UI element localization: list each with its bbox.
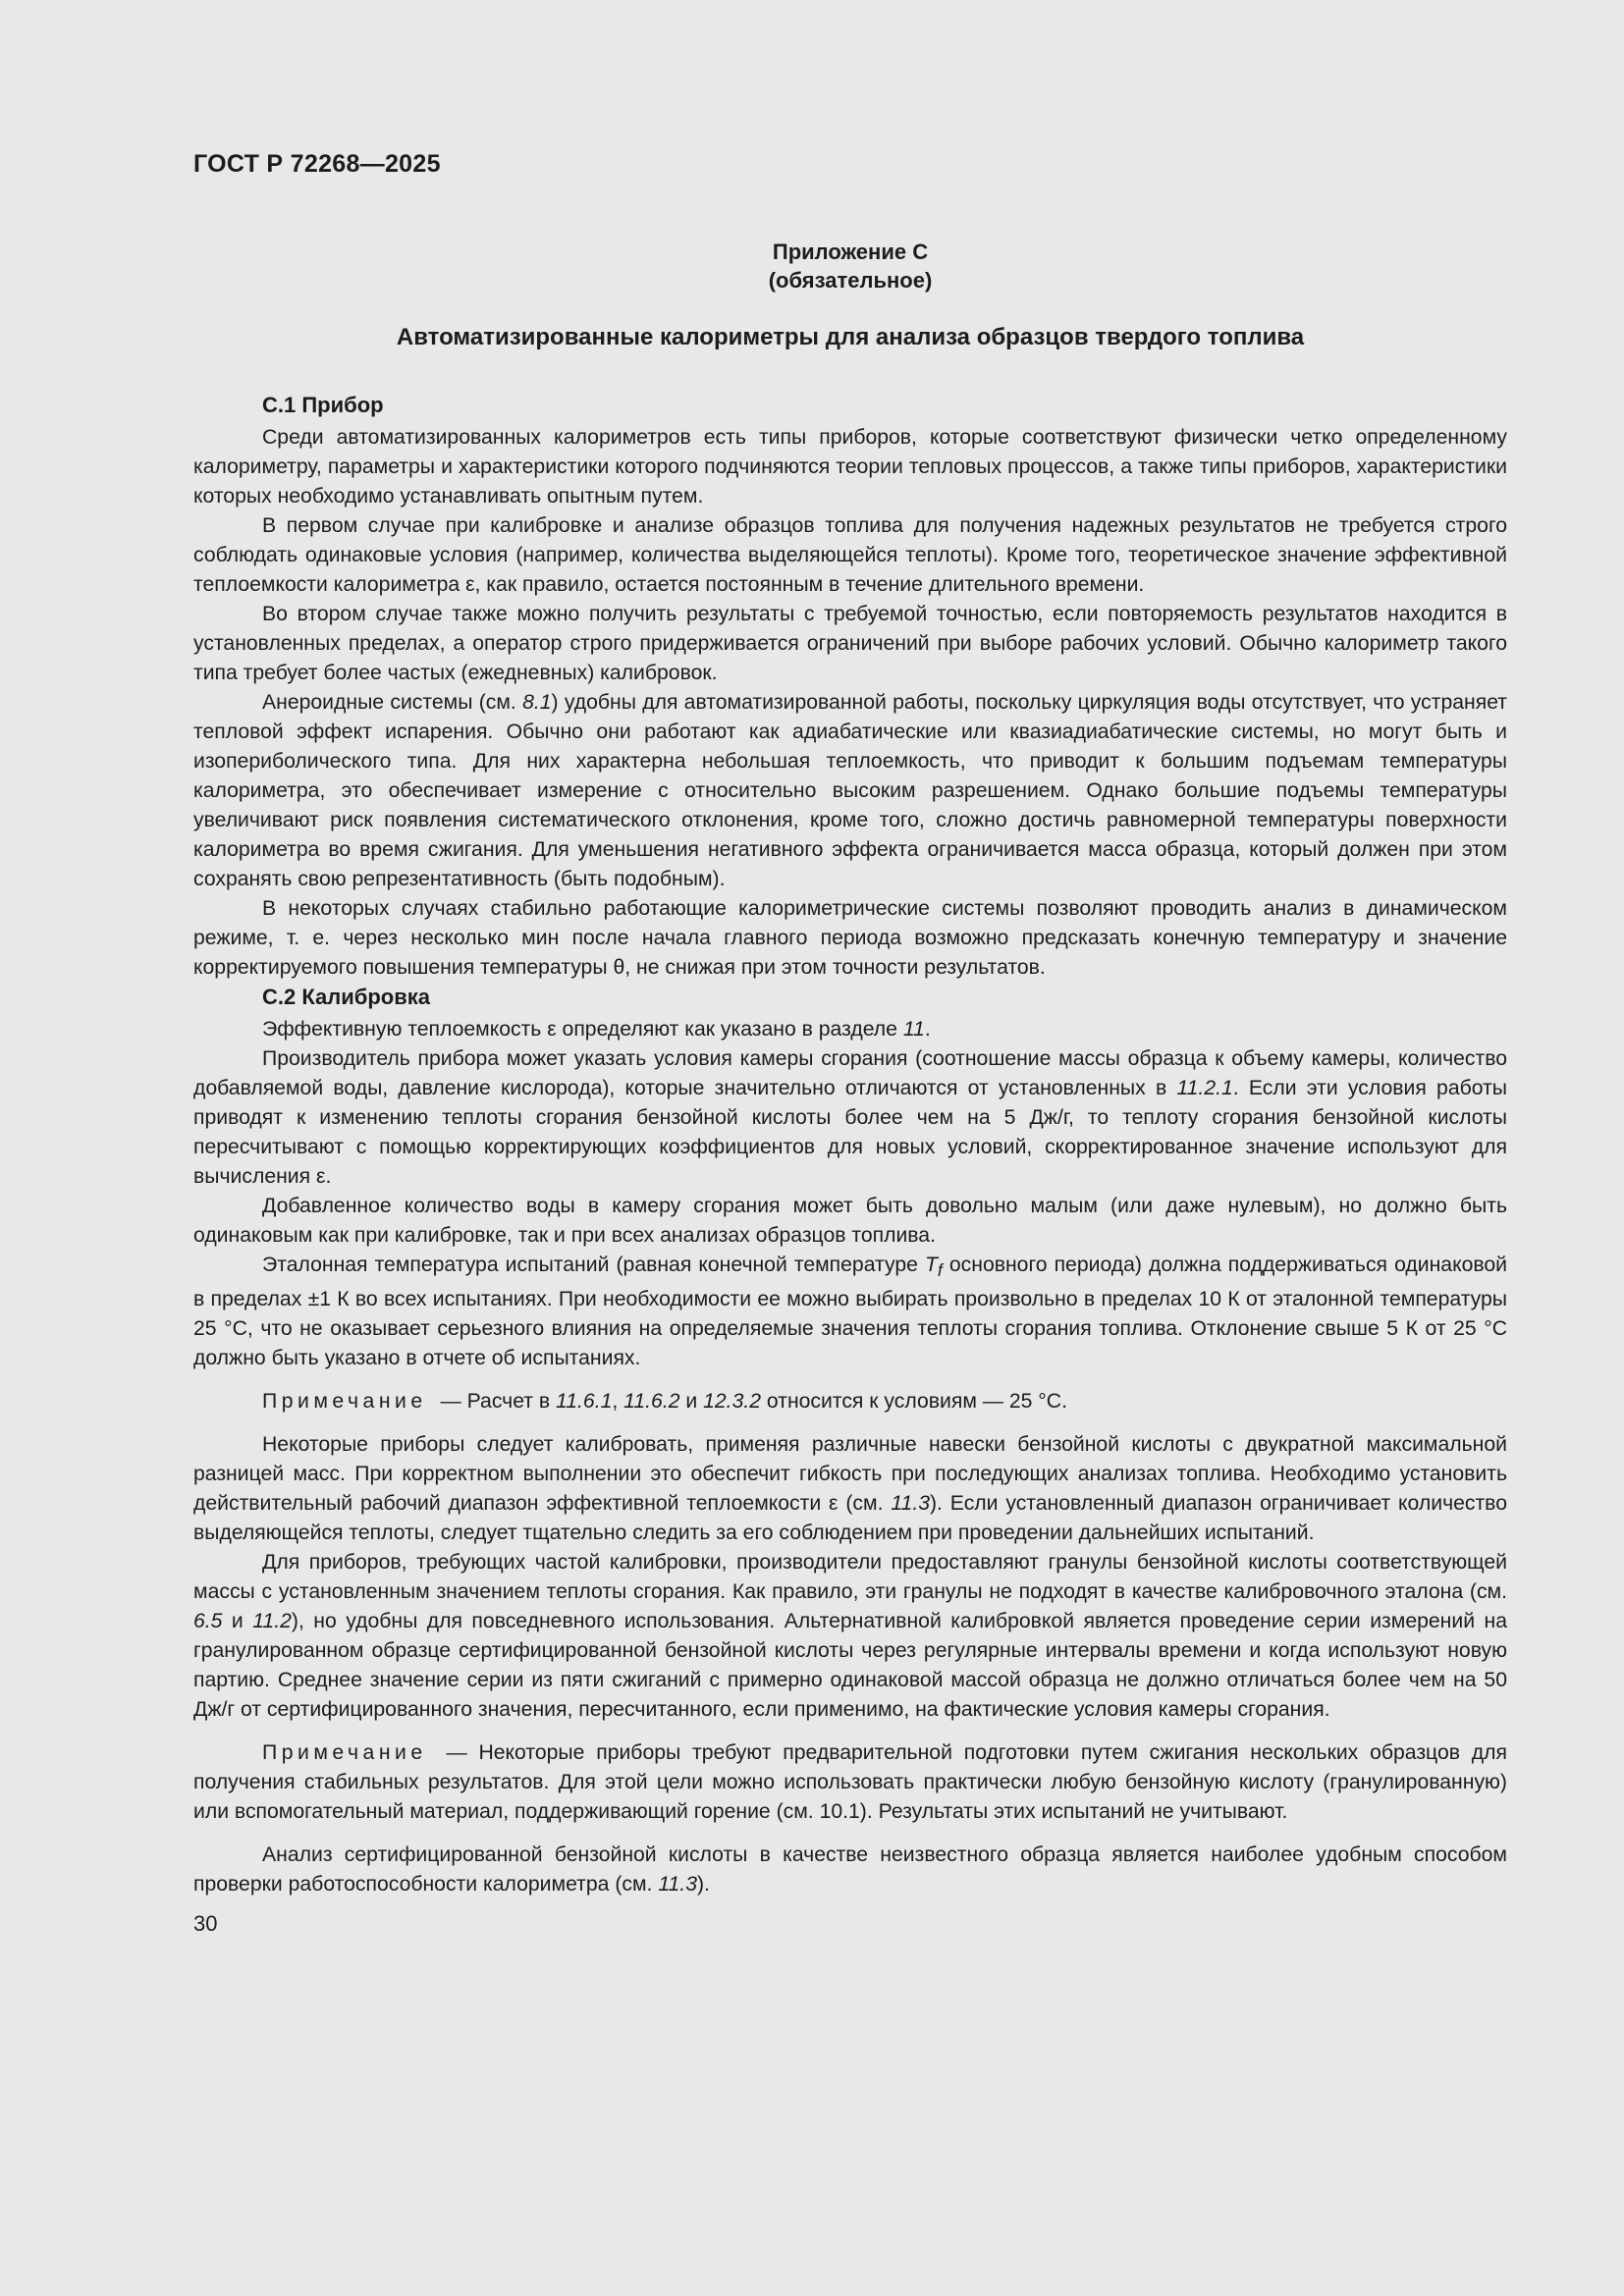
- text-run: Эффективную теплоемкость ε определяют как указано в разделе: [262, 1018, 903, 1041]
- text-run: Эталонная температура испытаний (равная конечной температуре: [262, 1254, 925, 1276]
- paragraph: Среди автоматизированных калориметров есть типы приборов, которые соответствуют физически четко определенному калориметру, параметры и характеристики которого подчиняются теории тепловых процессов, а также типы приборов, характеристики которых необходимо устанавливать опытным путем.: [193, 426, 1507, 507]
- appendix-status: (обязательное): [768, 268, 933, 293]
- document-page: [193, 147, 1507, 1939]
- section-heading-c2: С.2 Калибровка: [262, 985, 431, 1009]
- text-run: Производитель прибора может указать условия камеры сгорания (соотношение массы образца к объему камеры, количество добавляемой воды, давление кислорода), которые значительно отличаются от установленных в: [193, 1047, 1507, 1099]
- paragraph: [193, 1430, 1507, 1548]
- temperature-subscript: f: [937, 1260, 943, 1281]
- clause-reference: 11.2.1: [1176, 1077, 1233, 1099]
- paragraph: Во втором случае также можно получить результаты с требуемой точностью, если повторяемость результатов находится в установленных пределах, а оператор строго придерживается ограничений при выборе рабочих условий. Обычно калориметр такого типа требует более частых (ежедневных) калибровок.: [193, 603, 1507, 684]
- clause-reference: 11.2: [252, 1610, 292, 1633]
- paragraph: [193, 1548, 1507, 1725]
- standard-designation: ГОСТ Р 72268—2025: [193, 150, 441, 178]
- note-label: Примечание: [262, 1390, 427, 1414]
- text-run: Некоторые приборы следует калибровать, применяя различные навески бензойной кислоты с двукратной максимальной разницей масс. При корректном выполнении это обеспечит гибкость при последующих анализах топлива. Необходимо установить действительный рабочий диапазон эффективной теплоемкости ε (см.: [193, 1433, 1507, 1516]
- text-run: — Расчет в: [434, 1390, 557, 1414]
- note-label: Примечание: [262, 1741, 427, 1765]
- appendix-label: Приложение С: [772, 240, 929, 264]
- paragraph: [193, 1841, 1507, 1899]
- paragraph: В первом случае при калибровке и анализе образцов топлива для получения надежных результатов не требуется строго соблюдать одинаковые условия (например, количества выделяющейся теплоты). Кроме того, теоретическое значение эффективной теплоемкости калориметра ε, как правило, остается постоянным в течение длительного времени.: [193, 514, 1507, 596]
- text-run: ).: [696, 1873, 710, 1896]
- note: [193, 1387, 1507, 1416]
- paragraph: [193, 1251, 1507, 1373]
- text-run: основного периода) должна поддерживаться одинаковой в пределах ±1 К во всех испытаниях. При необходимости ее можно выбирать произвольно в пределах 10 К от эталонной температуры 25 °С, что не оказывает серьезного влияния на определяемые значения теплоты сгорания топлива. Отклонение свыше 5 К от 25 °С должно быть указано в отчете об испытаниях.: [193, 1254, 1507, 1370]
- text-run: ,: [612, 1390, 624, 1414]
- clause-reference: 11.6.2: [623, 1390, 680, 1414]
- paragraph: В некоторых случаях стабильно работающие калориметрические системы позволяют проводить анализ в динамическом режиме, т. е. через несколько мин после начала главного периода возможно предсказать конечную температуру и значение корректируемого повышения температуры θ, не снижая при этом точности результатов.: [193, 897, 1507, 979]
- clause-reference: 12.3.2: [703, 1390, 762, 1414]
- text-run: ), но удобны для повседневного использования. Альтернативной калибровкой является проведение серии измерений на гранулированном образце сертифицированной бензойной кислоты через регулярные интервалы времени и когда используют новую партию. Среднее значение серии из пяти сжиганий с примерно одинаковой массой образца не должно отличаться более чем на 50 Дж/г от сертифицированного значения, пересчитанного, если применимо, на фактические условия камеры сгорания.: [193, 1610, 1507, 1722]
- text-run: и: [679, 1390, 704, 1414]
- section-heading-c1: С.1 Прибор: [262, 393, 384, 417]
- clause-reference: 11.3: [658, 1873, 697, 1896]
- text-run: . Если эти условия работы приводят к изменению теплоты сгорания бензойной кислоты более чем на 5 Дж/г, то теплоту сгорания бензойной кислоты пересчитывают с помощью корректирующих коэффициентов для новых условий, скорректированное значение используют для вычисления ε.: [193, 1077, 1507, 1188]
- page-number: 30: [193, 1911, 218, 1937]
- text-run: ). Если установленный диапазон ограничивает количество выделяющейся теплоты, следует тщательно следить за его соблюдением при проведении дальнейших испытаний.: [193, 1492, 1507, 1545]
- clause-reference: 8.1: [522, 691, 552, 714]
- text-run: Для приборов, требующих частой калибровки, производители предоставляют гранулы бензойной кислоты соответствующей массы с установленным значением теплоты сгорания. Как правило, эти гранулы не подходят в качестве калибровочного эталона (см.: [193, 1551, 1507, 1604]
- paragraph: [193, 688, 1507, 894]
- temperature-symbol: T: [924, 1254, 938, 1276]
- clause-reference: 11.6.1: [556, 1390, 613, 1414]
- note: [193, 1738, 1507, 1827]
- paragraph: Добавленное количество воды в камеру сгорания может быть довольно малым (или даже нулевым), но должно быть одинаковым как при калибровке, так и при всех анализах образцов топлива.: [193, 1195, 1507, 1247]
- clause-reference: 11: [902, 1018, 925, 1041]
- text-run: и: [222, 1610, 253, 1633]
- text-run: Анализ сертифицированной бензойной кислоты в качестве неизвестного образца является наиболее удобным способом проверки работоспособности калориметра (см.: [193, 1843, 1507, 1896]
- clause-reference: 6.5: [193, 1610, 223, 1633]
- paragraph: [193, 1015, 1507, 1044]
- paragraph: [193, 1044, 1507, 1192]
- text-run: относится к условиям — 25 °С.: [761, 1390, 1067, 1414]
- appendix-heading: [193, 238, 1507, 294]
- text-run: .: [924, 1018, 931, 1041]
- appendix-title: Автоматизированные калориметры для анализа образцов твердого топлива: [396, 324, 1305, 350]
- text-run: Анероидные системы (см.: [262, 691, 523, 714]
- text-run: — Некоторые приборы требуют предварительной подготовки путем сжигания нескольких образцов для получения стабильных результатов. Для этой цели можно использовать практически любую бензойную кислоту (гранулированную) или вспомогательный материал, поддерживающий горение (см. 10.1). Результаты этих испытаний не учитывают.: [193, 1741, 1507, 1824]
- clause-reference: 11.3: [891, 1492, 930, 1516]
- text-run: ) удобны для автоматизированной работы, поскольку циркуляция воды отсутствует, что устраняет тепловой эффект испарения. Обычно они работают как адиабатические или квазиадиабатические системы, но могут быть и изопериболического типа. Для них характерна небольшая теплоемкость, что приводит к большим подъемам температуры калориметра, это обеспечивает измерение с относительно высоким разрешением. Однако большие подъемы температуры увеличивают риск появления систематического отклонения, кроме того, сложно достичь равномерной температуры поверхности калориметра во время сжигания. Для уменьшения негативного эффекта ограничивается масса образца, который должен при этом сохранять свою репрезентативность (быть подобным).: [193, 691, 1507, 890]
